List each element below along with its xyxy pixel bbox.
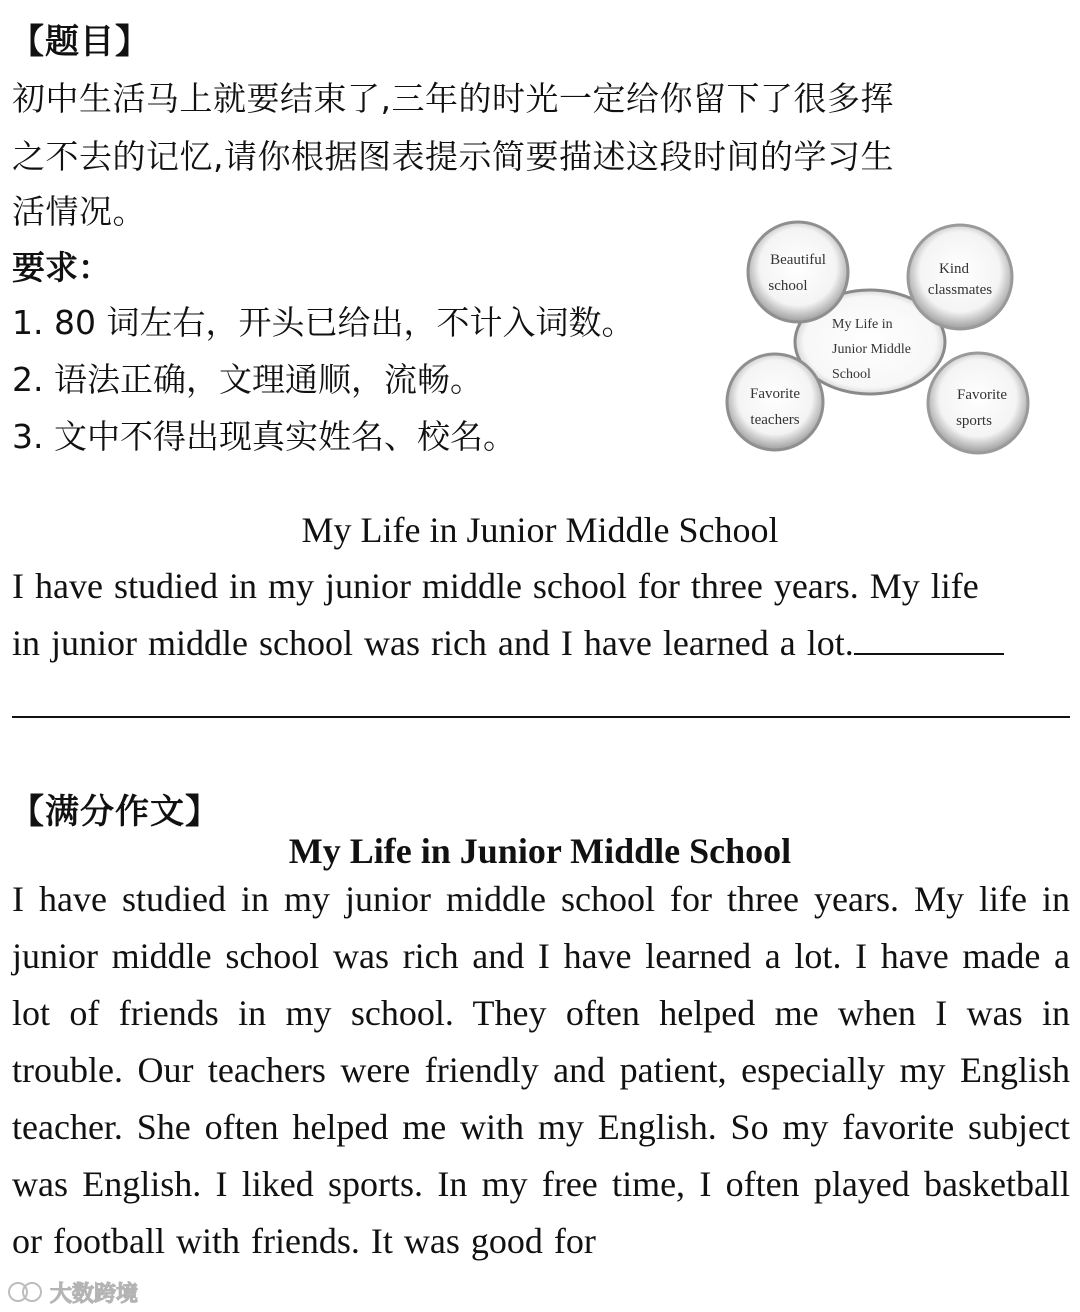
answer-blank-inline xyxy=(854,623,1004,655)
bubble-1-line-1: Beautiful xyxy=(770,252,826,268)
answer-blank-line xyxy=(12,716,1070,718)
center-label-line-1: My Life in xyxy=(832,317,893,332)
bubble-3-line-2: teachers xyxy=(750,412,800,428)
prompt-line-2-wrapper xyxy=(12,615,1070,672)
question-heading: 【题目】 xyxy=(10,22,150,62)
bubble-beautiful-school xyxy=(748,222,848,322)
bubble-2-line-2: classmates xyxy=(927,282,993,298)
bubble-kind-classmates xyxy=(908,225,1012,329)
question-line-3: 活情况。 xyxy=(12,192,146,231)
prompt-line-2: in junior middle school was rich and I have learned a lot. xyxy=(12,623,854,663)
center-label-line-2: Junior Middle xyxy=(832,342,911,357)
mind-map-svg xyxy=(720,220,1040,460)
bubble-favorite-teachers xyxy=(727,354,823,450)
question-line-2: 之不去的记忆,请你根据图表提示简要描述这段时间的学习生 xyxy=(12,137,894,176)
model-essay-body: I have studied in my junior middle school for three years. My life in junior middle school was rich and I have learned a lot. I have made a lot of friends in my school. They often helped me when I was in trouble. Our teachers were friendly and patient, especially my English teacher. She often helped me with my English. So my favorite subject was English. I liked sports. In my free time, I often played basketball or football with friends. It was good for xyxy=(12,879,1070,1261)
prompt-line-1: I have studied in my junior middle school for three years. My life xyxy=(12,566,979,606)
prompt-title: My Life in Junior Middle School xyxy=(301,510,779,550)
watermark-text: 大数跨境 xyxy=(50,1281,139,1307)
bubble-2-line-1: Kind xyxy=(939,261,969,277)
requirement-3: 3. 文中不得出现真实姓名、校名。 xyxy=(12,417,516,456)
watermark xyxy=(6,1276,138,1308)
bubble-favorite-sports xyxy=(928,353,1028,453)
bubble-4-line-1: Favorite xyxy=(957,387,1007,403)
requirement-2: 2. 语法正确，文理通顺，流畅。 xyxy=(12,360,483,399)
watermark-logo-icon xyxy=(6,1278,46,1306)
center-label-line-3: School xyxy=(832,367,871,382)
bubble-4-line-2: sports xyxy=(956,413,992,429)
bubble-3-line-1: Favorite xyxy=(750,386,800,402)
model-essay-heading: 【满分作文】 xyxy=(10,792,220,832)
requirement-1: 1. 80 词左右，开头已给出，不计入词数。 xyxy=(12,303,635,342)
bubble-1-line-2: school xyxy=(768,278,808,294)
requirements-heading: 要求： xyxy=(12,248,111,287)
model-essay-title: My Life in Junior Middle School xyxy=(288,831,792,871)
question-line-1: 初中生活马上就要结束了,三年的时光一定给你留下了很多挥 xyxy=(12,79,894,118)
mind-map-diagram xyxy=(720,220,1040,460)
